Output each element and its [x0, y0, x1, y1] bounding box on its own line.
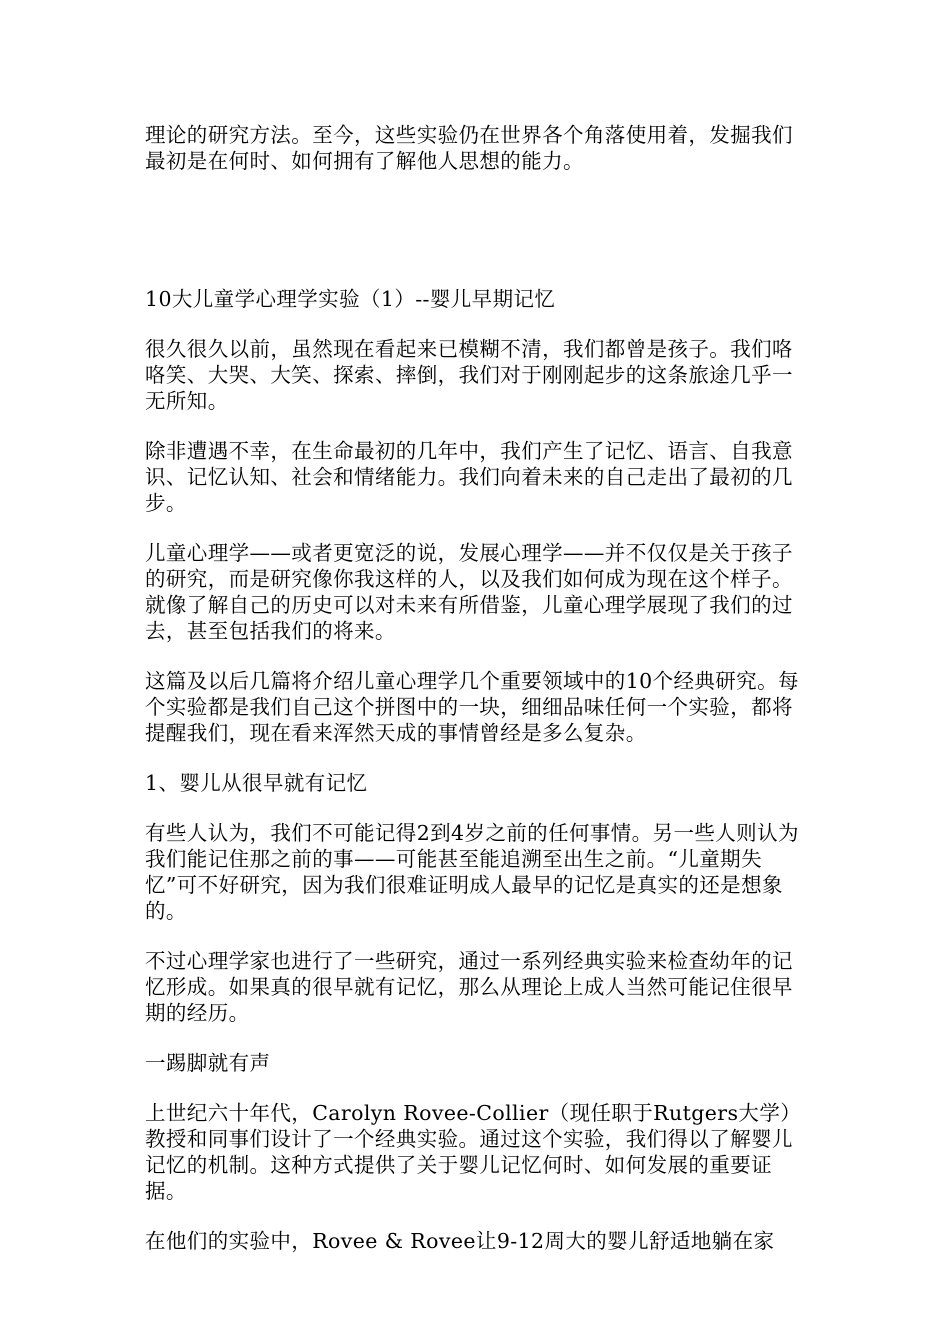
body-paragraph-1: 很久很久以前，虽然现在看起来已模糊不清，我们都曾是孩子。我们咯咯笑、大哭、大笑、探索、摔倒，我们对于刚刚起步的这条旅途几乎一无所知。	[145, 337, 793, 413]
body-paragraph-6: 不过心理学家也进行了一些研究，通过一系列经典实验来检查幼年的记忆形成。如果真的很早就有记忆，那么从理论上成人当然可能记住很早期的经历。	[145, 949, 793, 1025]
body-paragraph-5: 有些人认为，我们不可能记得2到4岁之前的任何事情。另一些人则认为我们能记住那之前的事——可能甚至能追溯至出生之前。“儿童期失忆”可不好研究，因为我们很难证明成人最早的记忆是真实的还是想象的。	[145, 821, 799, 923]
intro-paragraph: 理论的研究方法。至今，这些实验仍在世界各个角落使用着，发掘我们最初是在何时、如何拥有了解他人思想的能力。	[145, 123, 793, 173]
body-paragraph-2: 除非遭遇不幸，在生命最初的几年中，我们产生了记忆、语言、自我意识、记忆认知、社会和情绪能力。我们向着未来的自己走出了最初的几步。	[145, 439, 793, 515]
body-paragraph-8: 在他们的实验中，Rovee & Rovee让9-12周大的婴儿舒适地躺在家	[145, 1229, 775, 1253]
body-paragraph-3: 儿童心理学——或者更宽泛的说，发展心理学——并不仅仅是关于孩子的研究，而是研究像你我这样的人，以及我们如何成为现在这个样子。就像了解自己的历史可以对未来有所借鉴，儿童心理学展现了我们的过去，甚至包括我们的将来。	[145, 541, 793, 643]
body-paragraph-7: 上世纪六十年代，Carolyn Rovee-Collier（现任职于Rutgers大学）教授和同事们设计了一个经典实验。通过这个实验，我们得以了解婴儿记忆的机制。这种方式提供了关于婴儿记忆何时、如何发展的重要证据。	[145, 1101, 802, 1203]
section-title: 10大儿童学心理学实验（1）--婴儿早期记忆	[145, 287, 556, 311]
subsection-title-2: 一踢脚就有声	[145, 1051, 271, 1075]
document-body	[145, 122, 810, 1278]
body-paragraph-4: 这篇及以后几篇将介绍儿童心理学几个重要领域中的10个经典研究。每个实验都是我们自己这个拼图中的一块，细细品味任何一个实验，都将提醒我们，现在看来浑然天成的事情曾经是多么复杂。	[145, 669, 799, 745]
subsection-title-1: 1、婴儿从很早就有记忆	[145, 771, 368, 795]
section-spacer	[145, 174, 810, 286]
